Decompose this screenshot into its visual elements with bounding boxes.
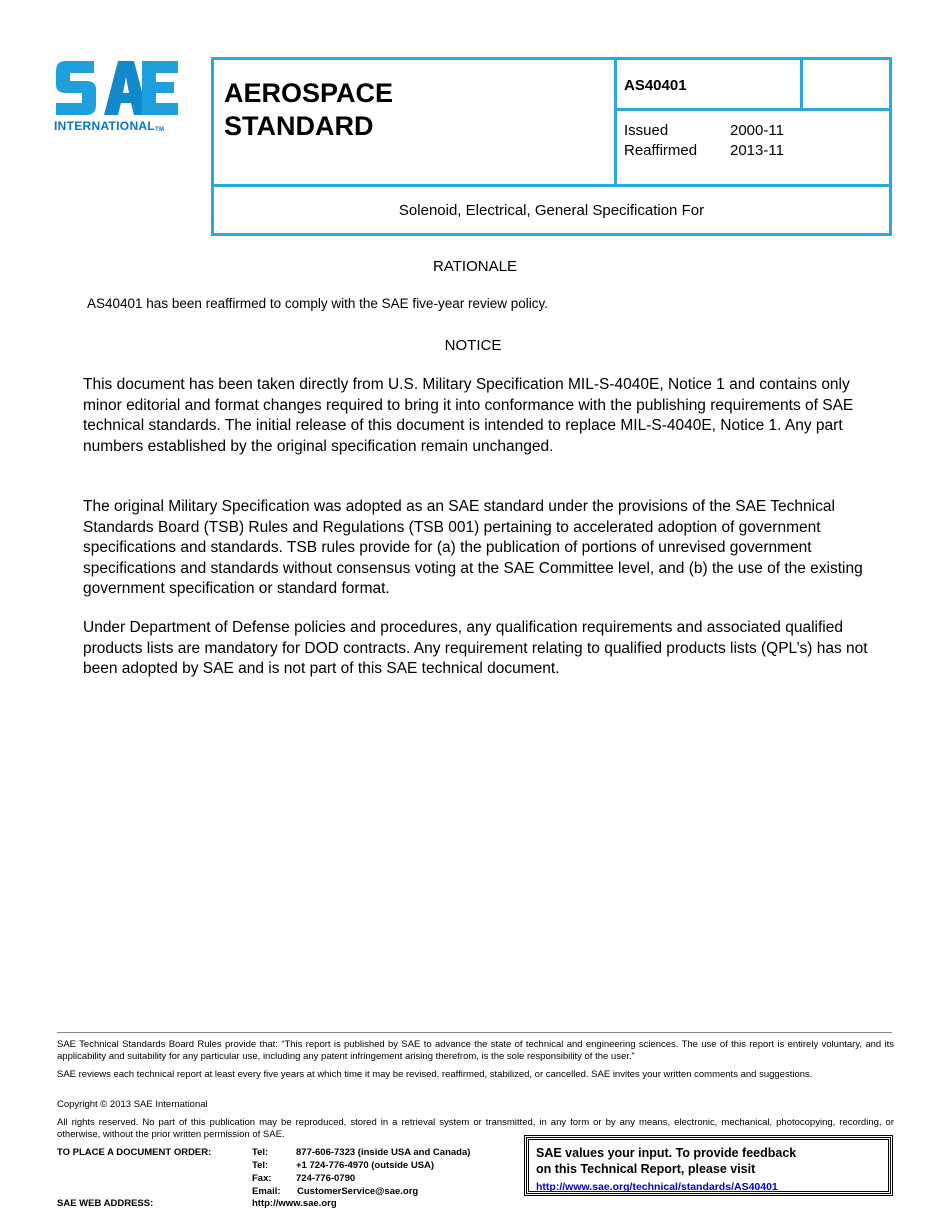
notice-paragraph-3: Under Department of Defense policies and procedures, any qualification requirements and associated qualified products lists are mandatory for DOD contracts. Any requirement relating to qualified products lists (QPL’s) has not been adopted by SAE and is not part of this SAE technical document. <box>83 619 868 677</box>
web-address-label: SAE WEB ADDRESS: <box>57 1198 154 1209</box>
feedback-link[interactable]: http://www.sae.org/technical/standards/AS40401 <box>536 1181 778 1193</box>
footer-copyright: Copyright © 2013 SAE International <box>57 1099 208 1110</box>
order-label: TO PLACE A DOCUMENT ORDER: <box>57 1147 212 1158</box>
doc-title: Solenoid, Electrical, General Specification For <box>398 202 705 219</box>
feedback-box <box>526 1137 891 1194</box>
footer-note-tsb-rules: SAE Technical Standards Board Rules provide that: “This report is published by SAE to advance the state of technical and engineering sciences. The use of this report is entirely voluntary, and its applicability and suitability for any particular use, including any patent infringement arising therefrom, is the sole responsibility of the user.” <box>57 1039 894 1062</box>
notice-paragraph-2: The original Military Specification was adopted as an SAE standard under the provisions of the SAE Technical Standards Board (TSB) Rules and Regulations (TSB 001) pertaining to accelerated adoption of government specifications and standards. TSB rules provide for (a) the publication of portions of unrevised government specifications and standards without consensus voting at the SAE Committee level, and (b) the use of the existing government specification or standard format. <box>83 498 863 597</box>
tel-label-2: Tel: <box>252 1160 269 1171</box>
notice-paragraph-1: This document has been taken directly from U.S. Military Specification MIL-S-4040E, Notice 1 and contains only minor editorial and format changes required to bring it into conformance with the publishing requirements of SAE technical standards. The initial release of this document is intended to replace MIL-S-4040E, Notice 1. Any part numbers established by the original specification remain unchanged. <box>83 376 854 455</box>
header-divider-main <box>614 60 617 186</box>
header-divider-number <box>800 60 803 110</box>
tel-international: +1 724-776-4970 (outside USA) <box>296 1160 435 1171</box>
reaffirmed-label: Reaffirmed <box>624 142 698 159</box>
reaffirmed-date: 2013-11 <box>730 142 784 159</box>
email-address[interactable]: CustomerService@sae.org <box>297 1186 419 1197</box>
fax-label: Fax: <box>252 1173 272 1184</box>
rationale-text: AS40401 has been reaffirmed to comply with the SAE five-year review policy. <box>87 296 548 311</box>
footer-note-review: SAE reviews each technical report at least every five years at which time it may be revised, reaffirmed, stabilized, or cancelled. SAE invites your written comments and suggestions. <box>57 1069 813 1080</box>
web-address[interactable]: http://www.sae.org <box>252 1198 337 1209</box>
feedback-line-1: SAE values your input. To provide feedback <box>536 1146 797 1160</box>
rationale-heading: RATIONALE <box>433 258 517 275</box>
footer-rights: All rights reserved. No part of this publication may be reproduced, stored in a retrieval system or transmitted, in any form or by any means, electronic, mechanical, photocopying, recording, or otherwise, without the prior written permission of SAE. <box>57 1117 894 1140</box>
header-rule-title <box>214 184 892 187</box>
tel-label: Tel: <box>252 1147 269 1158</box>
footer-rule <box>57 1032 892 1033</box>
header-rule-number <box>614 108 892 111</box>
feedback-line-2: on this Technical Report, please visit <box>536 1162 756 1176</box>
tel-usa: 877-606-7323 (inside USA and Canada) <box>296 1147 471 1158</box>
email-label: Email: <box>252 1186 281 1197</box>
notice-heading: NOTICE <box>444 337 502 354</box>
doc-type-line1: AEROSPACE <box>224 78 394 108</box>
issued-date: 2000-11 <box>730 122 784 139</box>
sae-logo-text: INTERNATIONALTM <box>54 119 165 133</box>
doc-number: AS40401 <box>624 77 687 94</box>
fax-number: 724-776-0790 <box>296 1173 356 1184</box>
doc-type-line2: STANDARD <box>224 111 374 141</box>
issued-label: Issued <box>624 122 669 139</box>
